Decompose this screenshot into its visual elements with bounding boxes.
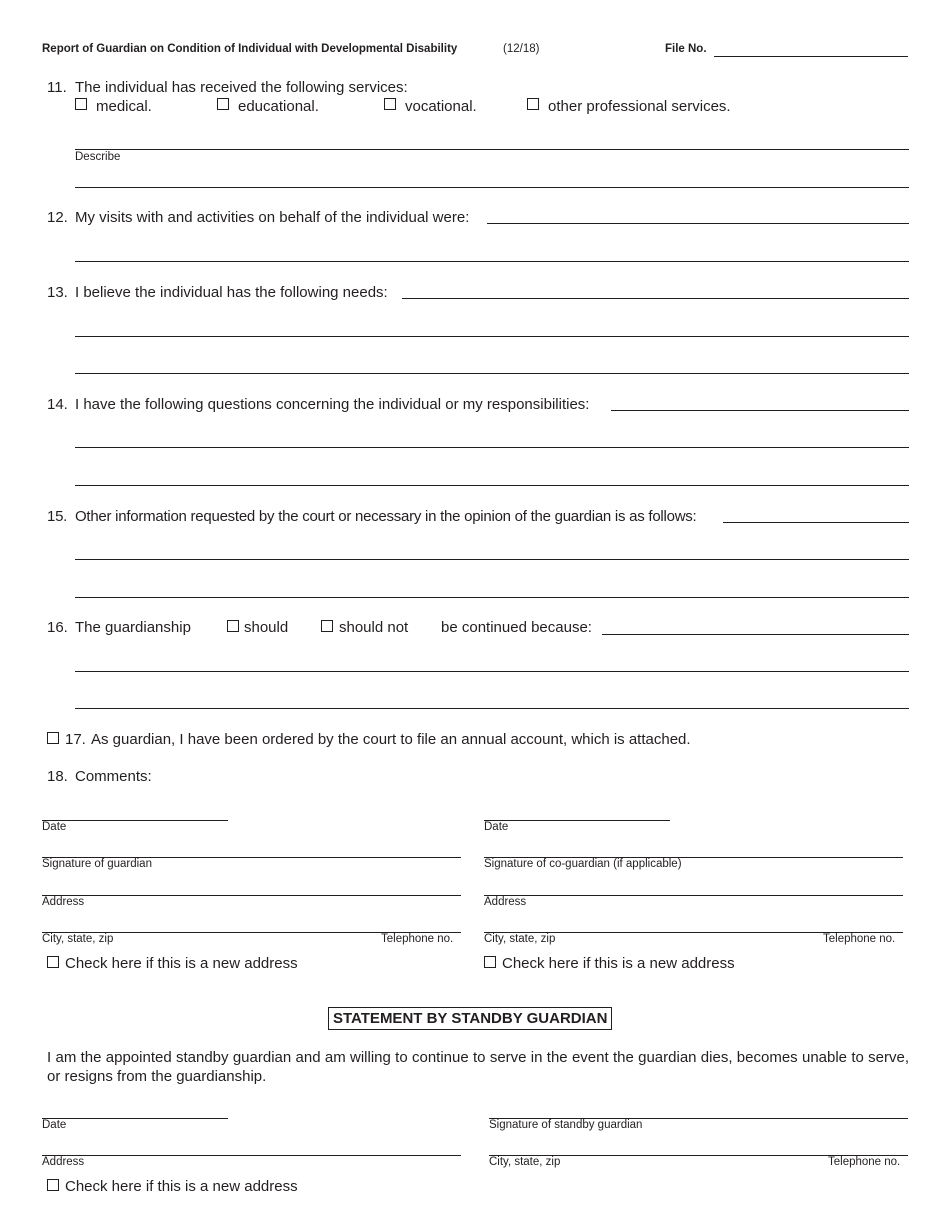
other-professional-checkbox[interactable] (527, 98, 539, 110)
educational-label: educational. (238, 98, 319, 115)
educational-checkbox[interactable] (217, 98, 229, 110)
item12-line-2[interactable] (75, 261, 909, 262)
other-professional-label: other professional services. (548, 98, 731, 115)
item16-text-after: be continued because: (441, 619, 592, 636)
guardian-date-label: Date (42, 821, 67, 833)
item13-line-2[interactable] (75, 336, 909, 337)
coguardian-new-address-checkbox[interactable] (484, 956, 496, 968)
coguardian-city-label: City, state, zip (484, 933, 556, 945)
guardian-address-field[interactable] (42, 895, 461, 896)
item11-text: The individual has received the following services: (75, 79, 408, 96)
item18-number: 18. (47, 768, 68, 785)
guardian-new-address-label: Check here if this is a new address (65, 955, 298, 972)
item15-line-2[interactable] (75, 559, 909, 560)
should-label: should (244, 619, 289, 636)
guardian-date-field[interactable] (42, 820, 228, 821)
guardian-signature-label: Signature of guardian (42, 858, 152, 870)
item11-describe-line-2[interactable] (75, 187, 909, 188)
standby-telephone-label: Telephone no. (828, 1156, 901, 1168)
item13-text: I believe the individual has the following needs: (75, 284, 388, 301)
coguardian-date-label: Date (484, 821, 509, 833)
file-no-label: File No. (665, 43, 707, 55)
coguardian-telephone-label: Telephone no. (823, 933, 896, 945)
standby-new-address-checkbox[interactable] (47, 1179, 59, 1191)
form-title: Report of Guardian on Condition of Individual with Developmental Disability (42, 43, 458, 55)
standby-date-label: Date (42, 1119, 67, 1131)
item14-line-1[interactable] (611, 410, 909, 411)
standby-address-label: Address (42, 1156, 85, 1168)
item12-line-1[interactable] (487, 223, 909, 224)
item14-line-3[interactable] (75, 485, 909, 486)
should-checkbox[interactable] (227, 620, 239, 632)
item14-text: I have the following questions concerning the individual or my responsibilities: (75, 396, 590, 413)
should-not-label: should not (339, 619, 409, 636)
vocational-label: vocational. (405, 98, 477, 115)
item17-number: 17. (65, 731, 86, 748)
standby-new-address-label: Check here if this is a new address (65, 1178, 298, 1195)
item15-text: Other information requested by the court or necessary in the opinion of the guardian is as follows: (75, 508, 697, 525)
item12-text: My visits with and activities on behalf of the individual were: (75, 209, 470, 226)
file-no-field[interactable] (714, 56, 908, 57)
item15-line-1[interactable] (723, 522, 909, 523)
vocational-checkbox[interactable] (384, 98, 396, 110)
coguardian-address-field[interactable] (484, 895, 903, 896)
should-not-checkbox[interactable] (321, 620, 333, 632)
medical-label: medical. (96, 98, 152, 115)
coguardian-date-field[interactable] (484, 820, 670, 821)
describe-label: Describe (75, 151, 121, 163)
medical-checkbox[interactable] (75, 98, 87, 110)
guardian-telephone-label: Telephone no. (381, 933, 454, 945)
guardian-new-address-checkbox[interactable] (47, 956, 59, 968)
form-revision: (12/18) (503, 43, 540, 55)
standby-heading: STATEMENT BY STANDBY GUARDIAN (328, 1007, 612, 1030)
item13-line-3[interactable] (75, 373, 909, 374)
annual-account-checkbox[interactable] (47, 732, 59, 744)
item12-number: 12. (47, 209, 68, 226)
item15-line-3[interactable] (75, 597, 909, 598)
item16-line-2[interactable] (75, 671, 909, 672)
standby-statement: I am the appointed standby guardian and am willing to continue to serve in the event the guardian dies, becomes unable to serve, or resigns from the guardianship. (47, 1049, 909, 1085)
item13-line-1[interactable] (402, 298, 909, 299)
coguardian-new-address-label: Check here if this is a new address (502, 955, 735, 972)
item17-text: As guardian, I have been ordered by the court to file an annual account, which is attached. (91, 731, 691, 748)
item13-number: 13. (47, 284, 68, 301)
item14-line-2[interactable] (75, 447, 909, 448)
item11-describe-line-1[interactable] (75, 149, 909, 150)
item15-number: 15. (47, 508, 68, 525)
item18-text: Comments: (75, 768, 152, 785)
item16-number: 16. (47, 619, 68, 636)
guardian-address-label: Address (42, 896, 85, 908)
item16-line-1[interactable] (602, 634, 909, 635)
coguardian-signature-label: Signature of co-guardian (if applicable) (484, 858, 682, 870)
standby-date-field[interactable] (42, 1118, 228, 1119)
item16-line-3[interactable] (75, 708, 909, 709)
guardian-city-label: City, state, zip (42, 933, 114, 945)
standby-address-field[interactable] (42, 1155, 461, 1156)
item16-text: The guardianship (75, 619, 191, 636)
item11-number: 11. (47, 79, 67, 96)
item14-number: 14. (47, 396, 68, 413)
standby-city-label: City, state, zip (489, 1156, 561, 1168)
standby-signature-label: Signature of standby guardian (489, 1119, 643, 1131)
coguardian-address-label: Address (484, 896, 527, 908)
